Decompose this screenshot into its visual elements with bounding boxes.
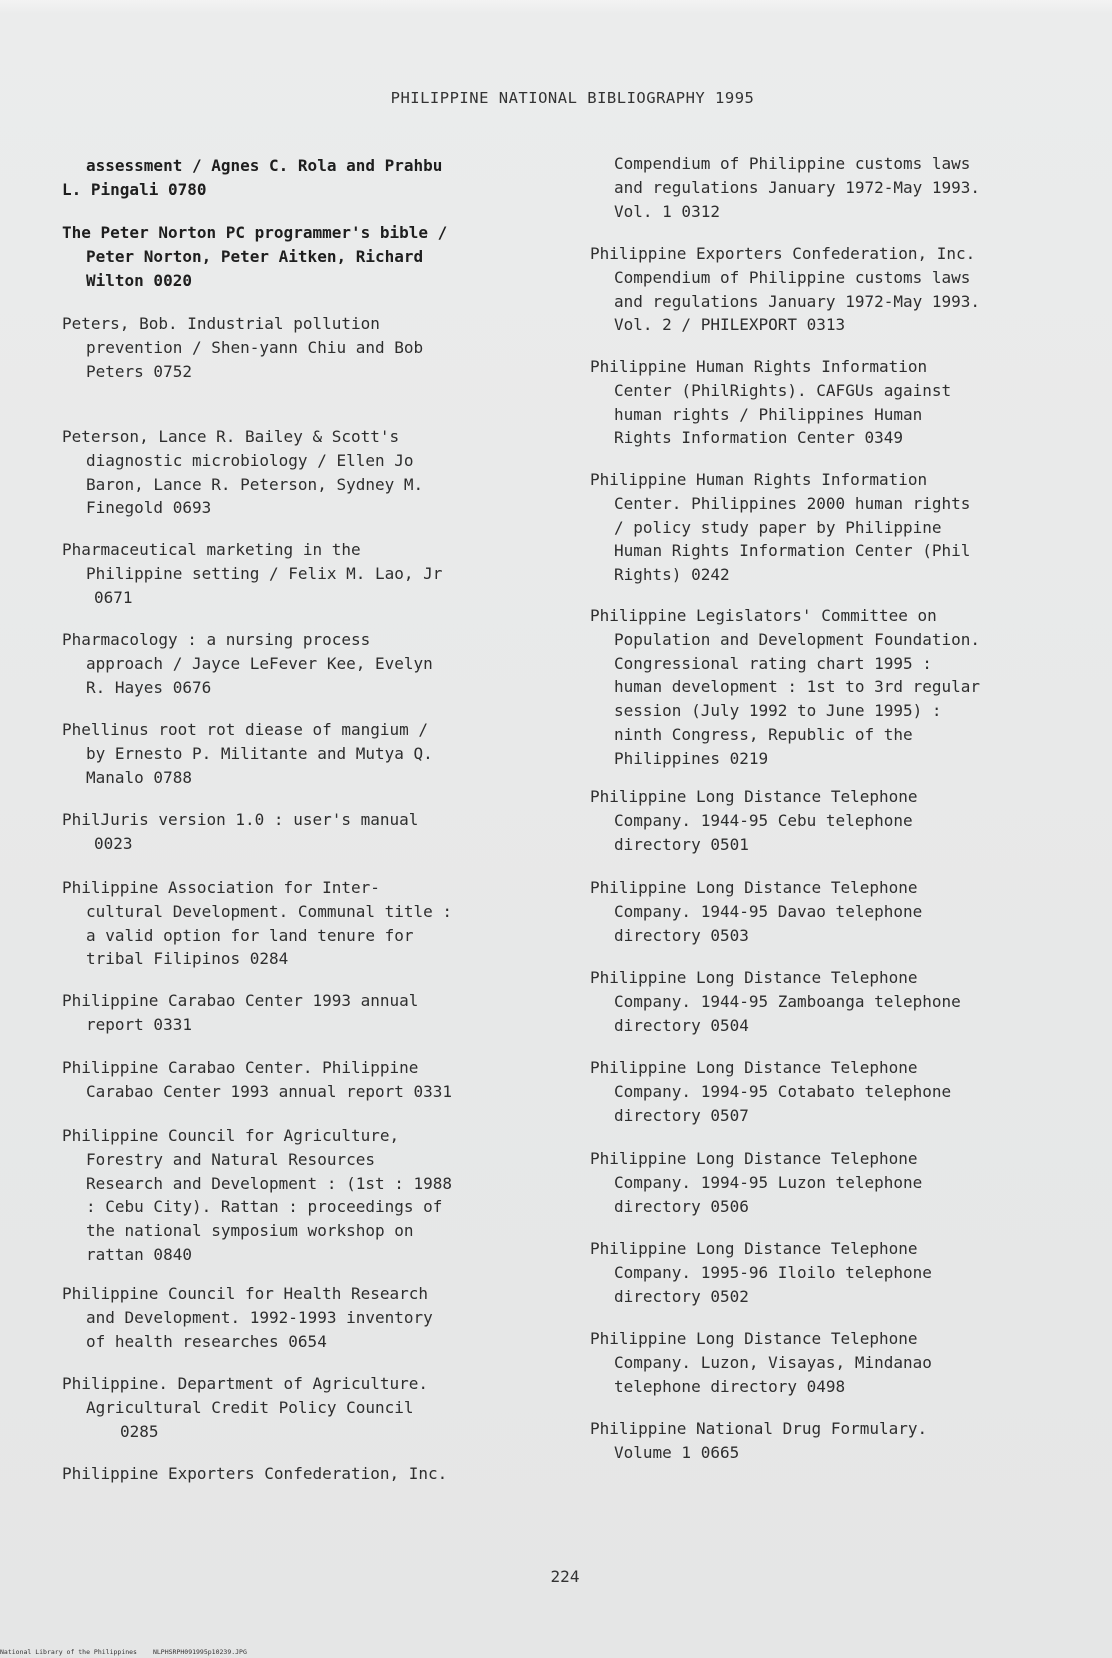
entry-line: Research and Development : (1st : 1988 (86, 1173, 453, 1193)
bibliography-entry (62, 1124, 562, 1267)
entry-line: Philippine Council for Health Research (62, 1284, 429, 1303)
bibliography-entry (62, 628, 562, 699)
entry-line: directory 0507 (614, 1105, 749, 1125)
bibliography-entry (62, 425, 562, 520)
entry-line: 0023 (94, 833, 133, 853)
entry-line: human rights / Philippines Human (614, 404, 923, 424)
entry-line: Philippine Human Rights Information (590, 470, 928, 489)
entry-line: : Cebu City). Rattan : proceedings of (86, 1197, 443, 1217)
entry-line: of health researches 0654 (86, 1331, 327, 1351)
entry-line: Phellinus root rot diease of mangium / (62, 720, 429, 739)
bibliography-entry (590, 1237, 1090, 1308)
entry-line: Peters, Bob. Industrial pollution (62, 314, 380, 333)
bibliography-entry (62, 154, 562, 202)
entry-line: Wilton 0020 (86, 270, 192, 290)
entry-line: Philippine Legislators' Committee on (590, 606, 937, 625)
entry-line: ninth Congress, Republic of the (614, 724, 913, 744)
entry-line: Company. 1944-95 Davao telephone (614, 901, 923, 921)
entry-line: Pharmacology : a nursing process (62, 630, 371, 649)
entry-line: assessment / Agnes C. Rola and Prahbu (86, 156, 443, 175)
entry-line: Center. Philippines 2000 human rights (614, 493, 971, 513)
entry-line: / policy study paper by Philippine (614, 517, 942, 537)
entry-line: tribal Filipinos 0284 (86, 949, 289, 969)
bibliography-entry (62, 808, 562, 856)
entry-line: Forestry and Natural Resources (86, 1149, 375, 1169)
entry-line: Company. 1994-95 Luzon telephone (614, 1172, 923, 1192)
bibliography-entry (590, 152, 1090, 223)
entry-line: Company. 1944-95 Cebu telephone (614, 810, 913, 830)
entry-line: Company. 1995-96 Iloilo telephone (614, 1262, 932, 1282)
entry-line: telephone directory 0498 (614, 1376, 846, 1396)
entry-line: Rights) 0242 (614, 565, 730, 585)
entry-line: Philippine setting / Felix M. Lao, Jr (86, 563, 443, 583)
entry-line: Rights Information Center 0349 (614, 428, 903, 448)
entry-line: Philippine. Department of Agriculture. (62, 1374, 429, 1393)
entry-line: Philippine Council for Agriculture, (62, 1126, 400, 1145)
entry-line: Philippines 0219 (614, 748, 769, 768)
credit-filename: NLPHSRPH091995p10239.JPG (152, 1648, 247, 1656)
page-number: 224 (550, 1567, 580, 1586)
entry-line: by Ernesto P. Militante and Mutya Q. (86, 743, 433, 763)
bibliography-entry (62, 538, 562, 609)
scan-credit (0, 1648, 263, 1656)
entry-line: PhilJuris version 1.0 : user's manual (62, 810, 419, 829)
entry-line: Finegold 0693 (86, 498, 212, 518)
entry-line: Congressional rating chart 1995 : (614, 653, 932, 673)
entry-line: directory 0501 (614, 834, 749, 854)
entry-line: Philippine Carabao Center. Philippine (62, 1058, 419, 1077)
entry-line: report 0331 (86, 1014, 192, 1034)
entry-line: directory 0506 (614, 1196, 749, 1216)
entry-line: Company. 1994-95 Cotabato telephone (614, 1081, 952, 1101)
entry-line: the national symposium workshop on (86, 1221, 414, 1241)
bibliography-entry (590, 1327, 1090, 1398)
entry-line: Population and Development Foundation. (614, 629, 981, 649)
entry-line: directory 0502 (614, 1286, 749, 1306)
running-title: PHILIPPINE NATIONAL BIBLIOGRAPHY 1995 (390, 89, 755, 107)
entry-line: Philippine Association for Inter- (62, 878, 380, 897)
entry-line: prevention / Shen-yann Chiu and Bob (86, 337, 424, 357)
entry-line: Peters 0752 (86, 361, 192, 381)
bibliography-entry (590, 1417, 1090, 1465)
entry-line: Philippine Long Distance Telephone (590, 1329, 918, 1348)
entry-line: Philippine Long Distance Telephone (590, 1149, 918, 1168)
entry-line: cultural Development. Communal title : (86, 901, 453, 921)
bibliography-entry (590, 242, 1090, 337)
entry-line: R. Hayes 0676 (86, 677, 212, 697)
bibliography-entry (62, 312, 562, 383)
entry-line: The Peter Norton PC programmer's bible / (62, 223, 448, 242)
entry-line: Vol. 2 / PHILEXPORT 0313 (614, 315, 846, 335)
entry-line: rattan 0840 (86, 1244, 192, 1264)
bibliography-entry (62, 989, 562, 1037)
entry-line: Philippine Long Distance Telephone (590, 1239, 918, 1258)
entry-line: Philippine Long Distance Telephone (590, 787, 918, 806)
bibliography-entry (62, 1462, 562, 1486)
entry-line: Agricultural Credit Policy Council (86, 1397, 414, 1417)
entry-line: Philippine Long Distance Telephone (590, 878, 918, 897)
entry-line: Company. 1944-95 Zamboanga telephone (614, 991, 961, 1011)
entry-line: a valid option for land tenure for (86, 925, 414, 945)
bibliography-entry (62, 1282, 562, 1353)
entry-line: session (July 1992 to June 1995) : (614, 701, 942, 721)
bibliography-entry (62, 718, 562, 789)
bibliography-entry (590, 604, 1090, 771)
entry-line: Philippine National Drug Formulary. (590, 1419, 928, 1438)
bibliography-entry (62, 1056, 562, 1104)
credit-library: National Library of the Philippines (0, 1648, 137, 1656)
bibliography-entry (62, 221, 562, 292)
entry-line: Philippine Exporters Confederation, Inc. (590, 244, 976, 263)
entry-line: Compendium of Philippine customs laws (614, 154, 971, 173)
bibliography-entry (590, 1147, 1090, 1218)
entry-line: Philippine Long Distance Telephone (590, 968, 918, 987)
page-edge-shadow (0, 0, 1112, 14)
entry-line: and Development. 1992-1993 inventory (86, 1307, 433, 1327)
bibliography-entry (590, 785, 1090, 856)
entry-line: Vol. 1 0312 (614, 201, 720, 221)
entry-line: and regulations January 1972-May 1993. (614, 291, 981, 311)
bibliography-entry (590, 876, 1090, 947)
entry-line: Company. Luzon, Visayas, Mindanao (614, 1352, 932, 1372)
entry-line: Center (PhilRights). CAFGUs against (614, 380, 952, 400)
bibliography-entry (590, 966, 1090, 1037)
entry-line: Peter Norton, Peter Aitken, Richard (86, 246, 424, 266)
entry-line: directory 0503 (614, 925, 749, 945)
entry-line: Volume 1 0665 (614, 1442, 740, 1462)
bibliography-entry (590, 468, 1090, 587)
entry-line: Pharmaceutical marketing in the (62, 540, 361, 559)
entry-line: approach / Jayce LeFever Kee, Evelyn (86, 653, 433, 673)
entry-line: Baron, Lance R. Peterson, Sydney M. (86, 474, 424, 494)
entry-line: Carabao Center 1993 annual report 0331 (86, 1081, 453, 1101)
bibliography-entry (62, 1372, 562, 1443)
bibliography-entry (62, 876, 562, 971)
entry-line: directory 0504 (614, 1015, 749, 1035)
entry-line: Manalo 0788 (86, 767, 192, 787)
entry-line: 0671 (94, 587, 133, 607)
bibliography-entry (590, 355, 1090, 450)
entry-line: diagnostic microbiology / Ellen Jo (86, 450, 414, 470)
entry-line: Compendium of Philippine customs laws (614, 267, 971, 287)
entry-line: Philippine Carabao Center 1993 annual (62, 991, 419, 1010)
entry-line: Philippine Long Distance Telephone (590, 1058, 918, 1077)
entry-line: Human Rights Information Center (Phil (614, 541, 971, 561)
entry-line: Philippine Exporters Confederation, Inc. (62, 1464, 448, 1483)
entry-line: 0285 (120, 1421, 159, 1441)
entry-line: and regulations January 1972-May 1993. (614, 177, 981, 197)
bibliography-entry (590, 1056, 1090, 1127)
entry-line: L. Pingali 0780 (62, 179, 207, 199)
entry-line: human development : 1st to 3rd regular (614, 677, 981, 697)
entry-line: Philippine Human Rights Information (590, 357, 928, 376)
entry-line: Peterson, Lance R. Bailey & Scott's (62, 427, 400, 446)
